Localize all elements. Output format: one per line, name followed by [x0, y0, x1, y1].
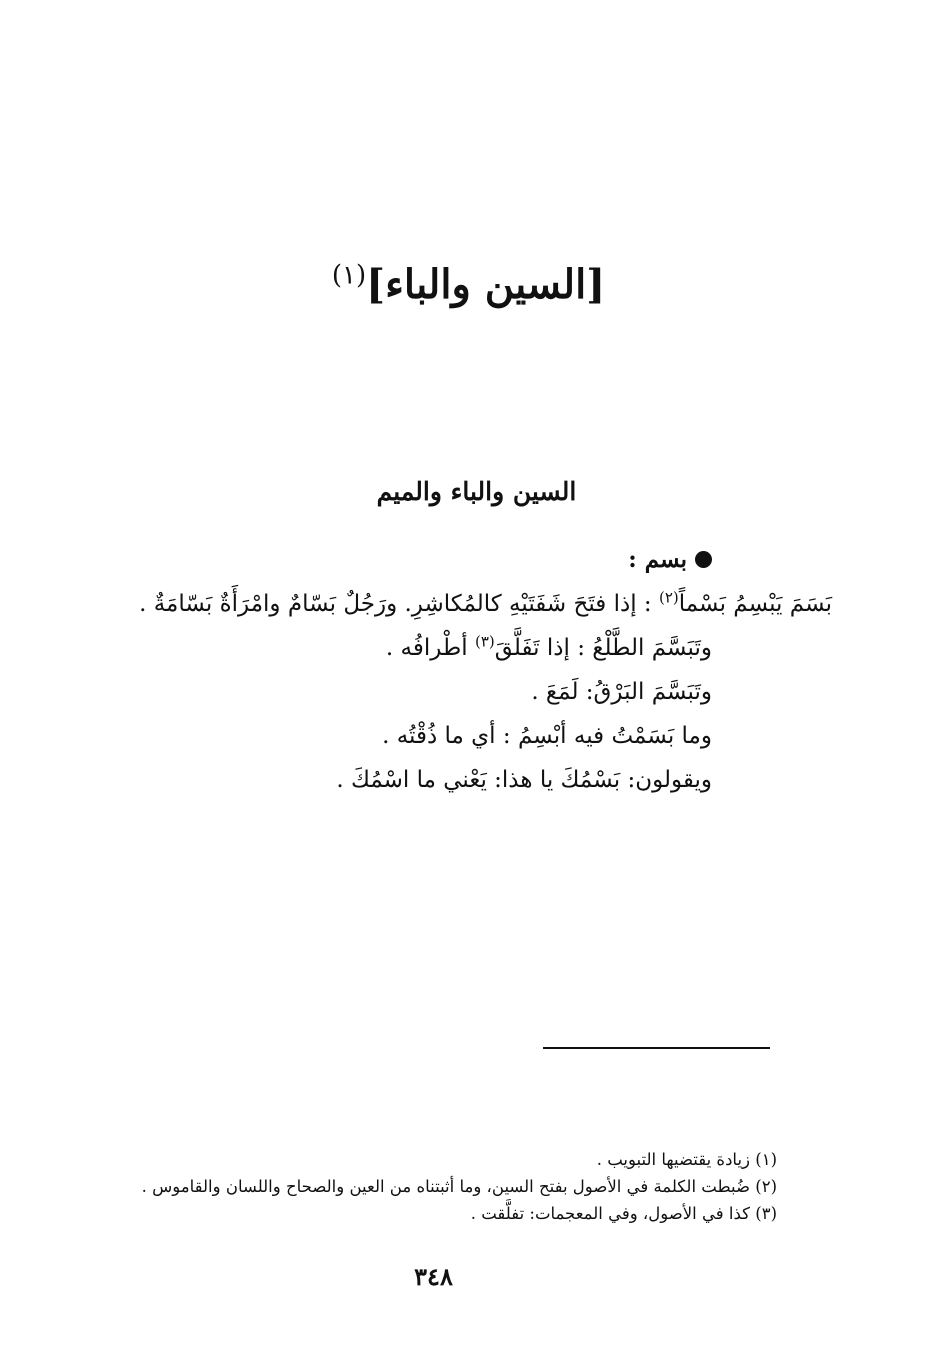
chapter-title-text: [السين والباء] [366, 261, 606, 308]
entry-line [72, 714, 712, 758]
entry-line-text: وما بَسَمْتُ فيه أبْسِمُ : أي ما ذُقْتُه . [382, 723, 712, 749]
entry-line-text: : إذا فتَحَ شَفَتَيْهِ كالمُكاشِرِ. ورَجُلٌ بَسّامٌ وامْرَأَةٌ بَسّامَةٌ . [139, 591, 659, 617]
entry-line-text: أطْرافُه . [385, 635, 475, 661]
footnote: (٣) كذا في الأصول، وفي المعجمات: تفلَّقت . [470, 1204, 777, 1223]
entry-line-text: بَسَمَ يَبْسِمُ بَسْماً [678, 591, 832, 617]
bullet-icon [695, 551, 712, 568]
section-heading: السين والباء والميم [376, 477, 577, 506]
page-number: ٣٤٨ [414, 1262, 453, 1291]
entry-line-text: وتَبَسَّمَ البَرْقُ: لَمَعَ . [531, 679, 712, 705]
entry-headword-row [72, 538, 712, 582]
entry-footnote-ref: (٣) [474, 632, 495, 651]
entry-line [72, 582, 832, 626]
entry-footnote-ref: (٢) [658, 588, 679, 607]
entry-line-text: وتَبَسَّمَ الطَّلْعُ : إذا تَفَلَّقَ [494, 635, 712, 661]
chapter-footnote-ref: (١) [331, 260, 367, 291]
entry-line-text: ويقولون: بَسْمُكَ يا هذا: يَعْني ما اسْمُكَ . [336, 767, 712, 793]
footnote: (١) زيادة يقتضيها التبويب . [596, 1150, 777, 1169]
entry-line [72, 626, 712, 670]
entry-line [72, 758, 712, 802]
footnotes [77, 1146, 777, 1227]
entry-headword: بسم : [628, 546, 687, 573]
entry-line [72, 670, 712, 714]
dictionary-entry [72, 538, 832, 802]
footnote-divider [543, 1047, 770, 1049]
footnote: (٢) ضُبطت الكلمة في الأصول بفتح السين، وما أثبتناه من العين والصحاح واللسان والقاموس . [141, 1177, 777, 1196]
chapter-title [0, 255, 937, 315]
